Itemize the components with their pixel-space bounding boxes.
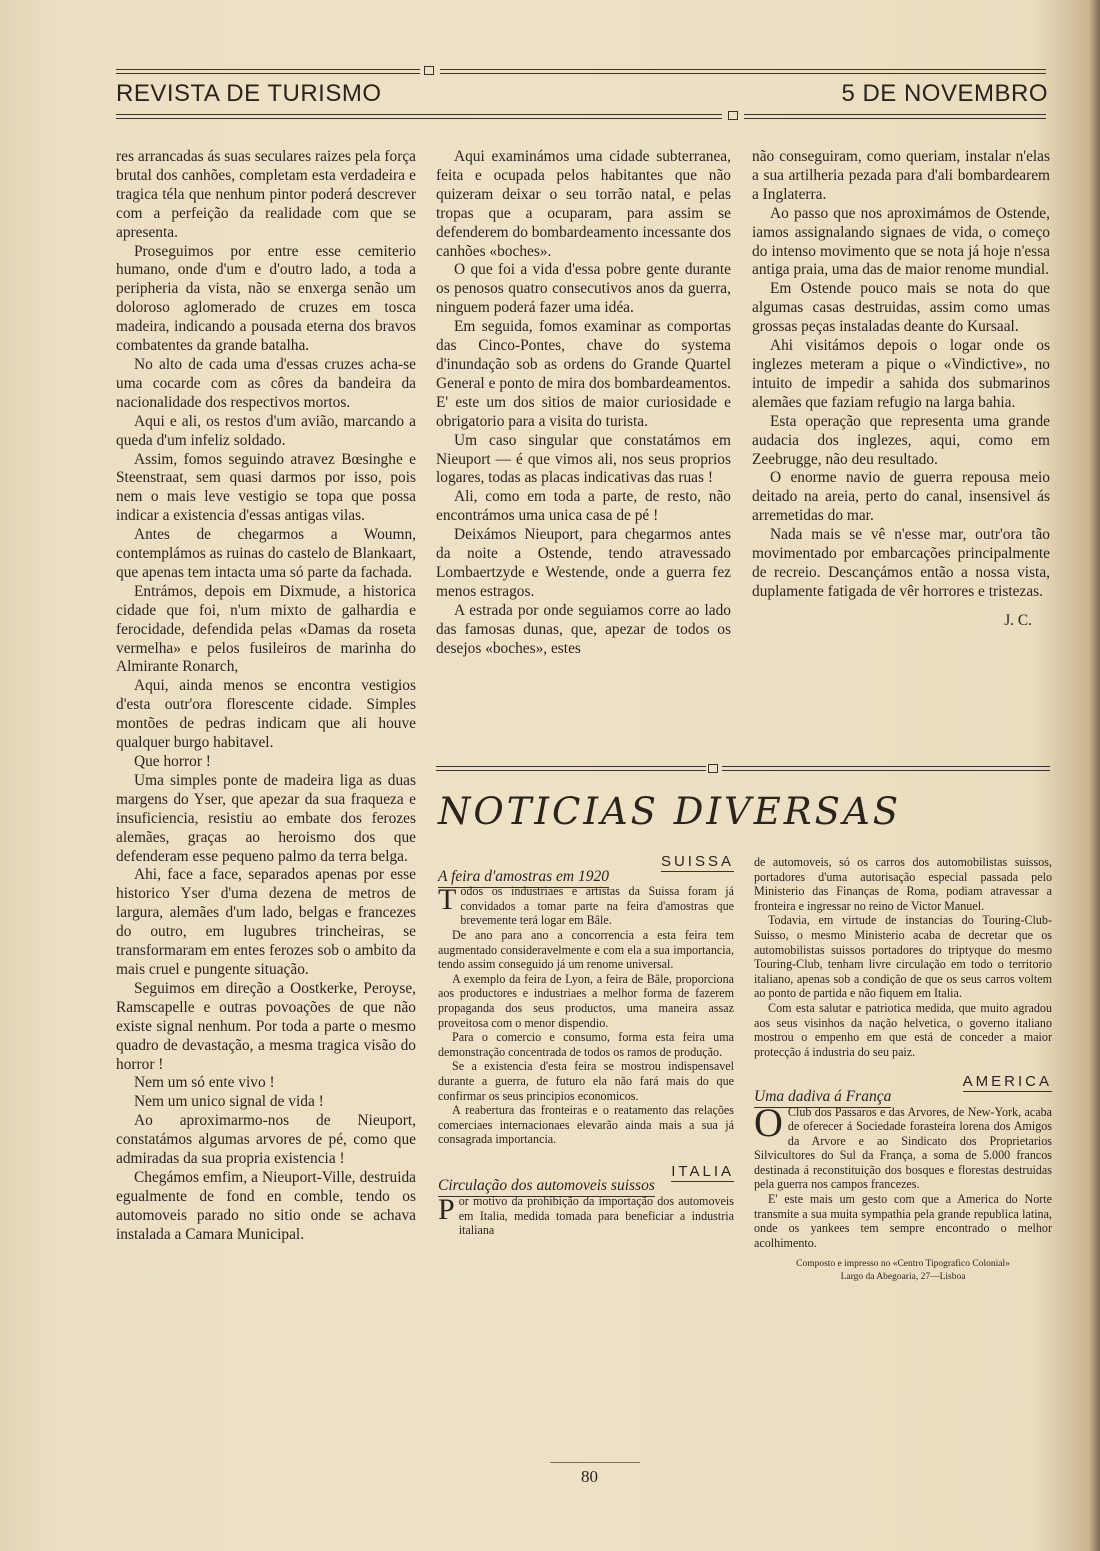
- section-rule-right-2: [722, 770, 1050, 771]
- paragraph: Aqui, ainda menos se encontra vestigios d'esta outr'ora florescente cidade. Simples montões de pedras indicam que ali houve qualquer burgo habitavel.: [116, 677, 416, 752]
- italia-headline: Circulação dos automoveis suissos: [438, 1179, 734, 1194]
- paragraph: Chegámos emfim, a Nieuport-Ville, destruida egualmente de fond en comble, tendo os automoveis parado no sitio onde se achava instalada a Camara Municipal.: [116, 1168, 416, 1243]
- article-column-2: [436, 148, 731, 658]
- paragraph: Seguimos em direção a Oostkerke, Peroyse, Ramscapelle e outras povoações de que não existe signal nenhum. Por toda a parte o mesmo quadro de devastação, a mesma tragica visão do horror !: [116, 979, 416, 1073]
- paragraph: Deixámos Nieuport, para chegarmos antes da noite a Ostende, tendo atravessado Lombaertzyde e Westende, onde a guerra fez menos estragos.: [436, 526, 731, 600]
- paragraph: Ao passo que nos aproximámos de Ostende, iamos assignalando signaes de vida, o começo do intenso movimento que se nota já hoje n'essa antiga praia, uma das de maior renome mundial.: [752, 204, 1050, 279]
- italia-continued: de automoveis, só os carros dos automobilistas suissos, portadores d'uma autorisação especial passada pelo Ministerio das Finanças de Roma, podiam atravessar a fronteira e ingressar no reino de Victor Manuel.: [754, 855, 1052, 913]
- printer-credit: Composto e impresso no «Centro Tipografico Colonial»: [796, 1259, 1010, 1270]
- paragraph: não conseguiram, como queriam, instalar n'elas a sua artilheria pezada para d'ali bombardearem a Inglaterra.: [752, 148, 1050, 203]
- paragraph: Nem um só ente vivo !: [134, 1074, 275, 1092]
- paragraph: Todavia, em virtude de instancias do Touring-Club-Suisso, o mesmo Ministerio acaba de decretar que os automobilistas suissos portadores do triptyque do mesmo Touring-Club, tenham livre circulação em todo o territorio italiano, apenas sob a condição de que os seus carros voltem ao ponto de partida e não fiquem em Italia.: [754, 913, 1052, 1001]
- magazine-title: REVISTA DE TURISMO: [116, 80, 382, 107]
- noticias-title: NOTICIAS DIVERSAS: [438, 790, 902, 833]
- header-rule-bottom-right-2: [744, 118, 1046, 119]
- suissa-lead: Todos os industriaes e artistas da Suissa foram já convidados a tomar parte na feira d'amostras que brevemente terá logar em Bâle.: [438, 883, 734, 928]
- paragraph: Em seguida, fomos examinar as comportas das Cinco-Pontes, chave do systema d'inundação sob as ordens do Grande Quartel General e ponto de mira dos bombardeamentos. E' este um dos sitios de maior curiosidade e obrigatorio para a visita do turista.: [436, 318, 731, 430]
- america-lead: O Club dos Passaros e das Arvores, de New-York, acaba de oferecer á Sociedade forasteira lorena dos Amigos da Arvore e ao Sindicato dos Proprietarios Silvicultores do Sul da França, a soma de 5.000 francos destinada á reconstituição dos bosques e florestas destruidas pela guerra nos campos francezes.: [754, 1099, 1052, 1192]
- dropcap: P: [438, 1193, 455, 1227]
- section-rule: [436, 766, 706, 767]
- paragraph: Nem um unico signal de vida !: [134, 1093, 324, 1111]
- paragraph: O que foi a vida d'essa pobre gente durante os penosos quatro consecutivos anos da guerra, ninguem poderá fazer uma idéa.: [436, 261, 731, 317]
- printer-address: Largo da Abegoaria, 27—Lisboa: [840, 1272, 966, 1283]
- paragraph: Ahi visitámos depois o logar onde os inglezes meteram a pique o «Vindictive», no intuito de impedir a sahida dos submarinos alemães que faziam refugio na larga bahia.: [752, 337, 1050, 411]
- header-rule-top-2: [116, 73, 420, 74]
- issue-date: 5 DE NOVEMBRO: [841, 80, 1048, 107]
- paragraph: A exemplo da feira de Lyon, a feira de Bâle, proporciona aos productores e industriaes a melhor forma de fazerem propaganda dos seus productos, uma maneira assaz proveitosa com o menor dispendio.: [438, 971, 734, 1030]
- header-ornament-2: [728, 111, 738, 120]
- header-ornament: [424, 66, 434, 75]
- header-rule-top-right: [440, 69, 1046, 70]
- paragraph: Ali, como em toda a parte, de resto, não encontrámos uma unica casa de pé !: [436, 488, 731, 525]
- paragraph: Esta operação que representa uma grande audacia dos inglezes, aqui, como em Zeebrugge, não deu resultado.: [752, 412, 1050, 468]
- article-column-3: [752, 148, 1050, 631]
- paragraph: Entrámos, depois em Dixmude, a historica cidade que foi, n'um mixto de galhardia e ferocidade, defendida pelas «Damas da roseta vermelha» e pelos fusileiros de marinha do Almirante Ronarch,: [116, 582, 416, 676]
- paragraph: No alto de cada uma d'essas cruzes acha-se uma cocarde com as côres da bandeira da nacionalidade dos respectivos mortos.: [116, 355, 416, 411]
- header-rule-bottom: [116, 114, 722, 115]
- section-italia: ITALIA: [671, 1162, 734, 1180]
- paragraph: Que horror !: [134, 753, 211, 770]
- paragraph: E' este mais um gesto com que a America do Norte transmite a sua muita sympathia pela grande republica latina, onde os yankees tem sempre encontrado o melhor acolhimento.: [754, 1192, 1052, 1250]
- paragraph: O enorme navio de guerra repousa meio deitado na areia, perto do canal, insensivel ás arremetidas do mar.: [752, 469, 1050, 525]
- noticias-column-right: [754, 855, 1052, 1284]
- article-column-1: [116, 148, 416, 1245]
- paragraph: Uma simples ponte de madeira liga as duas margens do Yser, que apezar da sua fraqueza e insuficiencia, resistiu ao embate dos ferozes alemães, graças ao heroismo dos que defenderam esse pequeno palmo da terra belga.: [116, 771, 416, 865]
- noticias-column-left: [438, 855, 734, 1238]
- header-rule-top: [116, 69, 420, 70]
- paragraph: Assim, fomos seguindo atravez Bœsinghe e Steenstraat, sem quasi darmos por isso, pois nem o mais leve vestigio se topa que possa indicar a existencia d'essas antigas vilas.: [116, 450, 416, 525]
- paragraph: res arrancadas ás suas seculares raizes pela força brutal dos canhões, completam esta verdadeira e tragica téla que nenhum pintor poderá descrever com a perfeição da realidade com que se apresenta.: [116, 148, 416, 241]
- footer-rule: [550, 1462, 640, 1463]
- paragraph: Antes de chegarmos a Woumn, contemplámos as ruinas do castelo de Blankaart, que apenas tem intacta uma só parte da fachada.: [116, 526, 416, 581]
- section-suissa: SUISSA: [660, 853, 734, 870]
- paragraph: Proseguimos por entre esse cemiterio humano, onde d'um e d'outro lado, a toda a peripheria da vista, não se enxerga senão um doloroso aglomerado de cruzes em tosca madeira, indicando a pousada eterna dos bravos combatentes da grande batalha.: [116, 242, 416, 355]
- paragraph: Ahi, face a face, separados apenas por esse historico Yser d'uma dezena de metros de largura, alemães d'um lado, belgas e francezes do outro, em lugubres trincheiras, se transformaram em entes ferozes sob o ambito da mais cruel e pungente situação.: [116, 866, 416, 978]
- header-rule-top-right-2: [440, 73, 1046, 74]
- dropcap: O: [754, 1099, 783, 1145]
- italia-lead: Por motivo da prohibição da importação dos automoveis em Italia, medida tomada para beneficiar a industria italiana: [438, 1193, 734, 1238]
- section-rule-right: [722, 766, 1050, 767]
- paragraph: Ao aproximarmo-nos de Nieuport, constatámos algumas arvores de pé, como que admiradas da sua propria existencia !: [116, 1112, 416, 1168]
- paragraph: Um caso singular que constatámos em Nieuport — é que vimos ali, nos seus proprios logares, todas as placas indicativas das ruas !: [436, 431, 731, 487]
- paragraph: Para o comercio e consumo, forma esta feira uma demonstração concentrada de todos os ramos de produção.: [438, 1030, 734, 1059]
- header-rule-bottom-2: [116, 118, 722, 119]
- section-ornament: [708, 764, 718, 773]
- paragraph: Em Ostende pouco mais se nota do que algumas casas destruidas, assim como umas grossas peças instaladas deante do Kursaal.: [752, 280, 1050, 336]
- signature: J. C.: [1004, 611, 1032, 629]
- paragraph: Se a existencia d'esta feira se mostrou indispensavel durante a guerra, de futuro ela não fará mais do que confirmar os seus principios economicos.: [438, 1059, 734, 1103]
- paragraph: Aqui examinámos uma cidade subterranea, feita e ocupada pelos habitantes que não quizeram deixar o seu torrão natal, e pelas tropas que a ocuparam, para assim se defenderem do bombardeamento incessante dos canhões «boches».: [436, 148, 731, 260]
- paragraph: De ano para ano a concorrencia a esta feira tem augmentado consideravelmente e com ela a sua importancia, tendo assim conseguido já um renome universal.: [438, 927, 734, 972]
- suissa-headline: A feira d'amostras em 1920: [438, 870, 734, 885]
- section-rule-2: [436, 770, 706, 771]
- paragraph: Com esta salutar e patriotica medida, que muito agradou aos seus visinhos da nação helvetica, o governo italiano mostrou o empenho em que está de conceder a maior protecção á industria do seu paiz.: [754, 1000, 1052, 1059]
- america-headline: Uma dadiva á França: [754, 1090, 1052, 1105]
- paragraph: A estrada por onde seguiamos corre ao lado das famosas dunas, que, apezar de todos os desejos «boches», estes: [436, 601, 731, 657]
- paragraph: Nada mais se vê n'esse mar, outr'ora tão movimentado por embarcações principalmente de recreio. Descançámos então a nossa vista, duplamente fatigada de vêr horrores e tristezas.: [752, 526, 1050, 600]
- section-america: AMERICA: [962, 1073, 1052, 1091]
- paragraph: Aqui e ali, os restos d'um avião, marcando a queda d'um infeliz soldado.: [116, 412, 416, 449]
- page-number: 80: [581, 1467, 598, 1486]
- paragraph: A reabertura das fronteiras e o reatamento das relações comerciaes internacionaes elevarão ainda mais a sua já consagrada importancia.: [438, 1103, 734, 1147]
- header-rule-bottom-right: [744, 114, 1046, 115]
- dropcap: T: [438, 883, 457, 917]
